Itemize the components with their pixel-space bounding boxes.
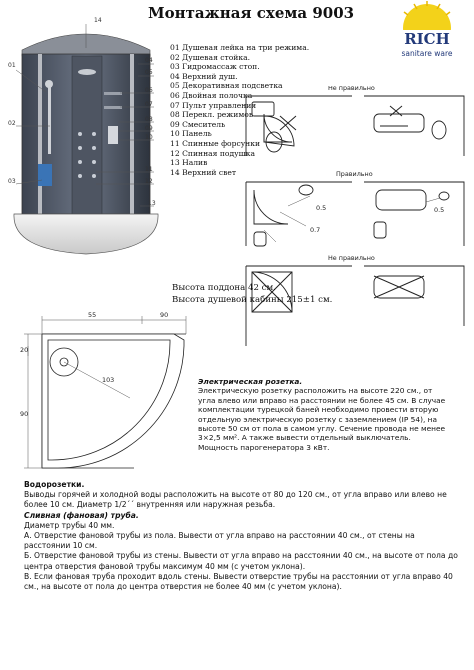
dim-55: 55 bbox=[88, 311, 97, 319]
legend-item: 08 Перекл. режимов bbox=[170, 110, 254, 120]
drain-line: В. Если фановая труба проходит вдоль стены. Вывести отверстие трубы на расстоянии от угла вправо 40 bbox=[24, 571, 453, 581]
dim-20: 20 bbox=[20, 346, 29, 354]
legend-item: 06 Двойная полочка bbox=[170, 90, 253, 100]
water-note bbox=[24, 480, 470, 592]
water-heading: Водорозетки. bbox=[24, 480, 85, 489]
dim-0-5-a: 0.5 bbox=[316, 204, 327, 212]
callout-13: 13 bbox=[148, 200, 156, 207]
legend-item: 03 Гидромассаж стоп. bbox=[170, 62, 260, 72]
tray-plan-drawing bbox=[18, 306, 204, 478]
callout-02: 02 bbox=[8, 120, 16, 127]
callout-05: 05 bbox=[145, 69, 153, 76]
water-intro-line: Выводы горячей и холодной воды расположить на высоте от 80 до 120 см., от угла вправо или влево не bbox=[24, 490, 447, 500]
height-notes bbox=[172, 283, 332, 306]
dim-0-7: 0.7 bbox=[310, 226, 321, 234]
legend-item: 07 Пульт управления bbox=[170, 100, 257, 110]
electrical-line: угла влево или вправо на расстоянии не более 45 см. В случае bbox=[198, 395, 446, 405]
callout-04: 04 bbox=[145, 57, 153, 64]
legend-item: 05 Декоративная подсветка bbox=[170, 81, 283, 91]
legend-item: 04 Верхний душ. bbox=[170, 71, 238, 81]
electrical-line: комплектации турецкой баней необходимо провести вторую bbox=[198, 405, 439, 415]
drain-line: Диаметр трубы 40 мм. bbox=[24, 520, 115, 530]
drain-line: расстоянии 10 см. bbox=[24, 541, 98, 551]
electrical-heading: Электрическая розетка. bbox=[198, 377, 303, 386]
legend-item: 09 Смеситель bbox=[170, 119, 226, 129]
electrical-line: Электрическую розетку расположить на высоте 220 см., от bbox=[198, 386, 433, 396]
callout-09: 09 bbox=[145, 125, 153, 132]
label-wrong-top: Не правильно bbox=[328, 86, 375, 92]
electrical-note bbox=[198, 377, 462, 452]
callout-06: 06 bbox=[145, 87, 153, 94]
electrical-line: высоте 50 см от пола в самом углу. Сечение провода не менее bbox=[198, 424, 446, 434]
legend-item: 10 Панель bbox=[170, 129, 212, 139]
logo-brand: RICH bbox=[404, 30, 450, 48]
electrical-line: отдельную электрическую розетку с заземлением (IP 54), на bbox=[198, 414, 438, 424]
page-title: Монтажная схема 9003 bbox=[148, 4, 355, 22]
callout-10: 10 bbox=[145, 134, 153, 141]
callout-01: 01 bbox=[8, 62, 16, 69]
legend-item: 11 Спинные форсунки bbox=[170, 138, 261, 148]
logo-tagline: sanitare ware bbox=[401, 49, 453, 58]
legend-item: 13 Налив bbox=[170, 158, 208, 168]
callout-07: 07 bbox=[145, 101, 153, 108]
drain-line: центра отверстия фановой трубы максимум 40 мм (с учетом уклона). bbox=[24, 561, 306, 571]
electrical-line: Мощность парогенератора 3 кВт. bbox=[198, 442, 330, 452]
legend-item: 12 Спинная подушка bbox=[170, 148, 255, 158]
drain-line: см., на высоте от пола до центра отверстия не более 40 мм (с учетом уклона). bbox=[24, 582, 342, 592]
callout-08: 08 bbox=[145, 116, 153, 123]
water-intro-line: более 10 см. Диаметр 1/2´´ внутренняя или наружная резьба. bbox=[24, 500, 276, 510]
dim-90-left: 90 bbox=[20, 410, 29, 418]
tray-height: Высота поддона 42 см. bbox=[172, 283, 276, 293]
legend-item: 01 Душевая лейка на три режима. bbox=[170, 43, 310, 52]
callout-14: 14 bbox=[94, 17, 102, 24]
cabin-height: Высота душевой кабины 215±1 см. bbox=[172, 294, 333, 305]
legend-item: 02 Душевая стойка. bbox=[170, 52, 251, 62]
drain-line: Б. Отверстие фановой трубы из стены. Вывести от угла вправо на расстоянии 40 см., на высоте от пола до bbox=[24, 551, 458, 561]
electrical-line: 3×2,5 мм². А также вывести отдельный выключатель. bbox=[198, 433, 411, 443]
dim-90-top: 90 bbox=[160, 311, 169, 319]
callout-12: 12 bbox=[145, 178, 153, 185]
dim-0-5-b: 0.5 bbox=[434, 206, 445, 214]
dim-103: 103 bbox=[102, 376, 115, 384]
brand-logo bbox=[384, 0, 470, 66]
label-wrong-bottom: Не правильно bbox=[328, 254, 375, 262]
drain-line: А. Отверстие фановой трубы из пола. Вывести от угла вправо на расстоянии 40 см., от стены на bbox=[24, 531, 415, 541]
callout-03: 03 bbox=[8, 178, 16, 185]
shower-cabin-illustration bbox=[0, 14, 172, 284]
callout-11: 11 bbox=[145, 166, 153, 173]
drain-heading: Сливная (фановая) труба. bbox=[24, 510, 139, 520]
placement-diagrams bbox=[240, 86, 474, 366]
label-right: Правильно bbox=[336, 170, 373, 178]
legend-item: 14 Верхний свет bbox=[170, 167, 237, 177]
